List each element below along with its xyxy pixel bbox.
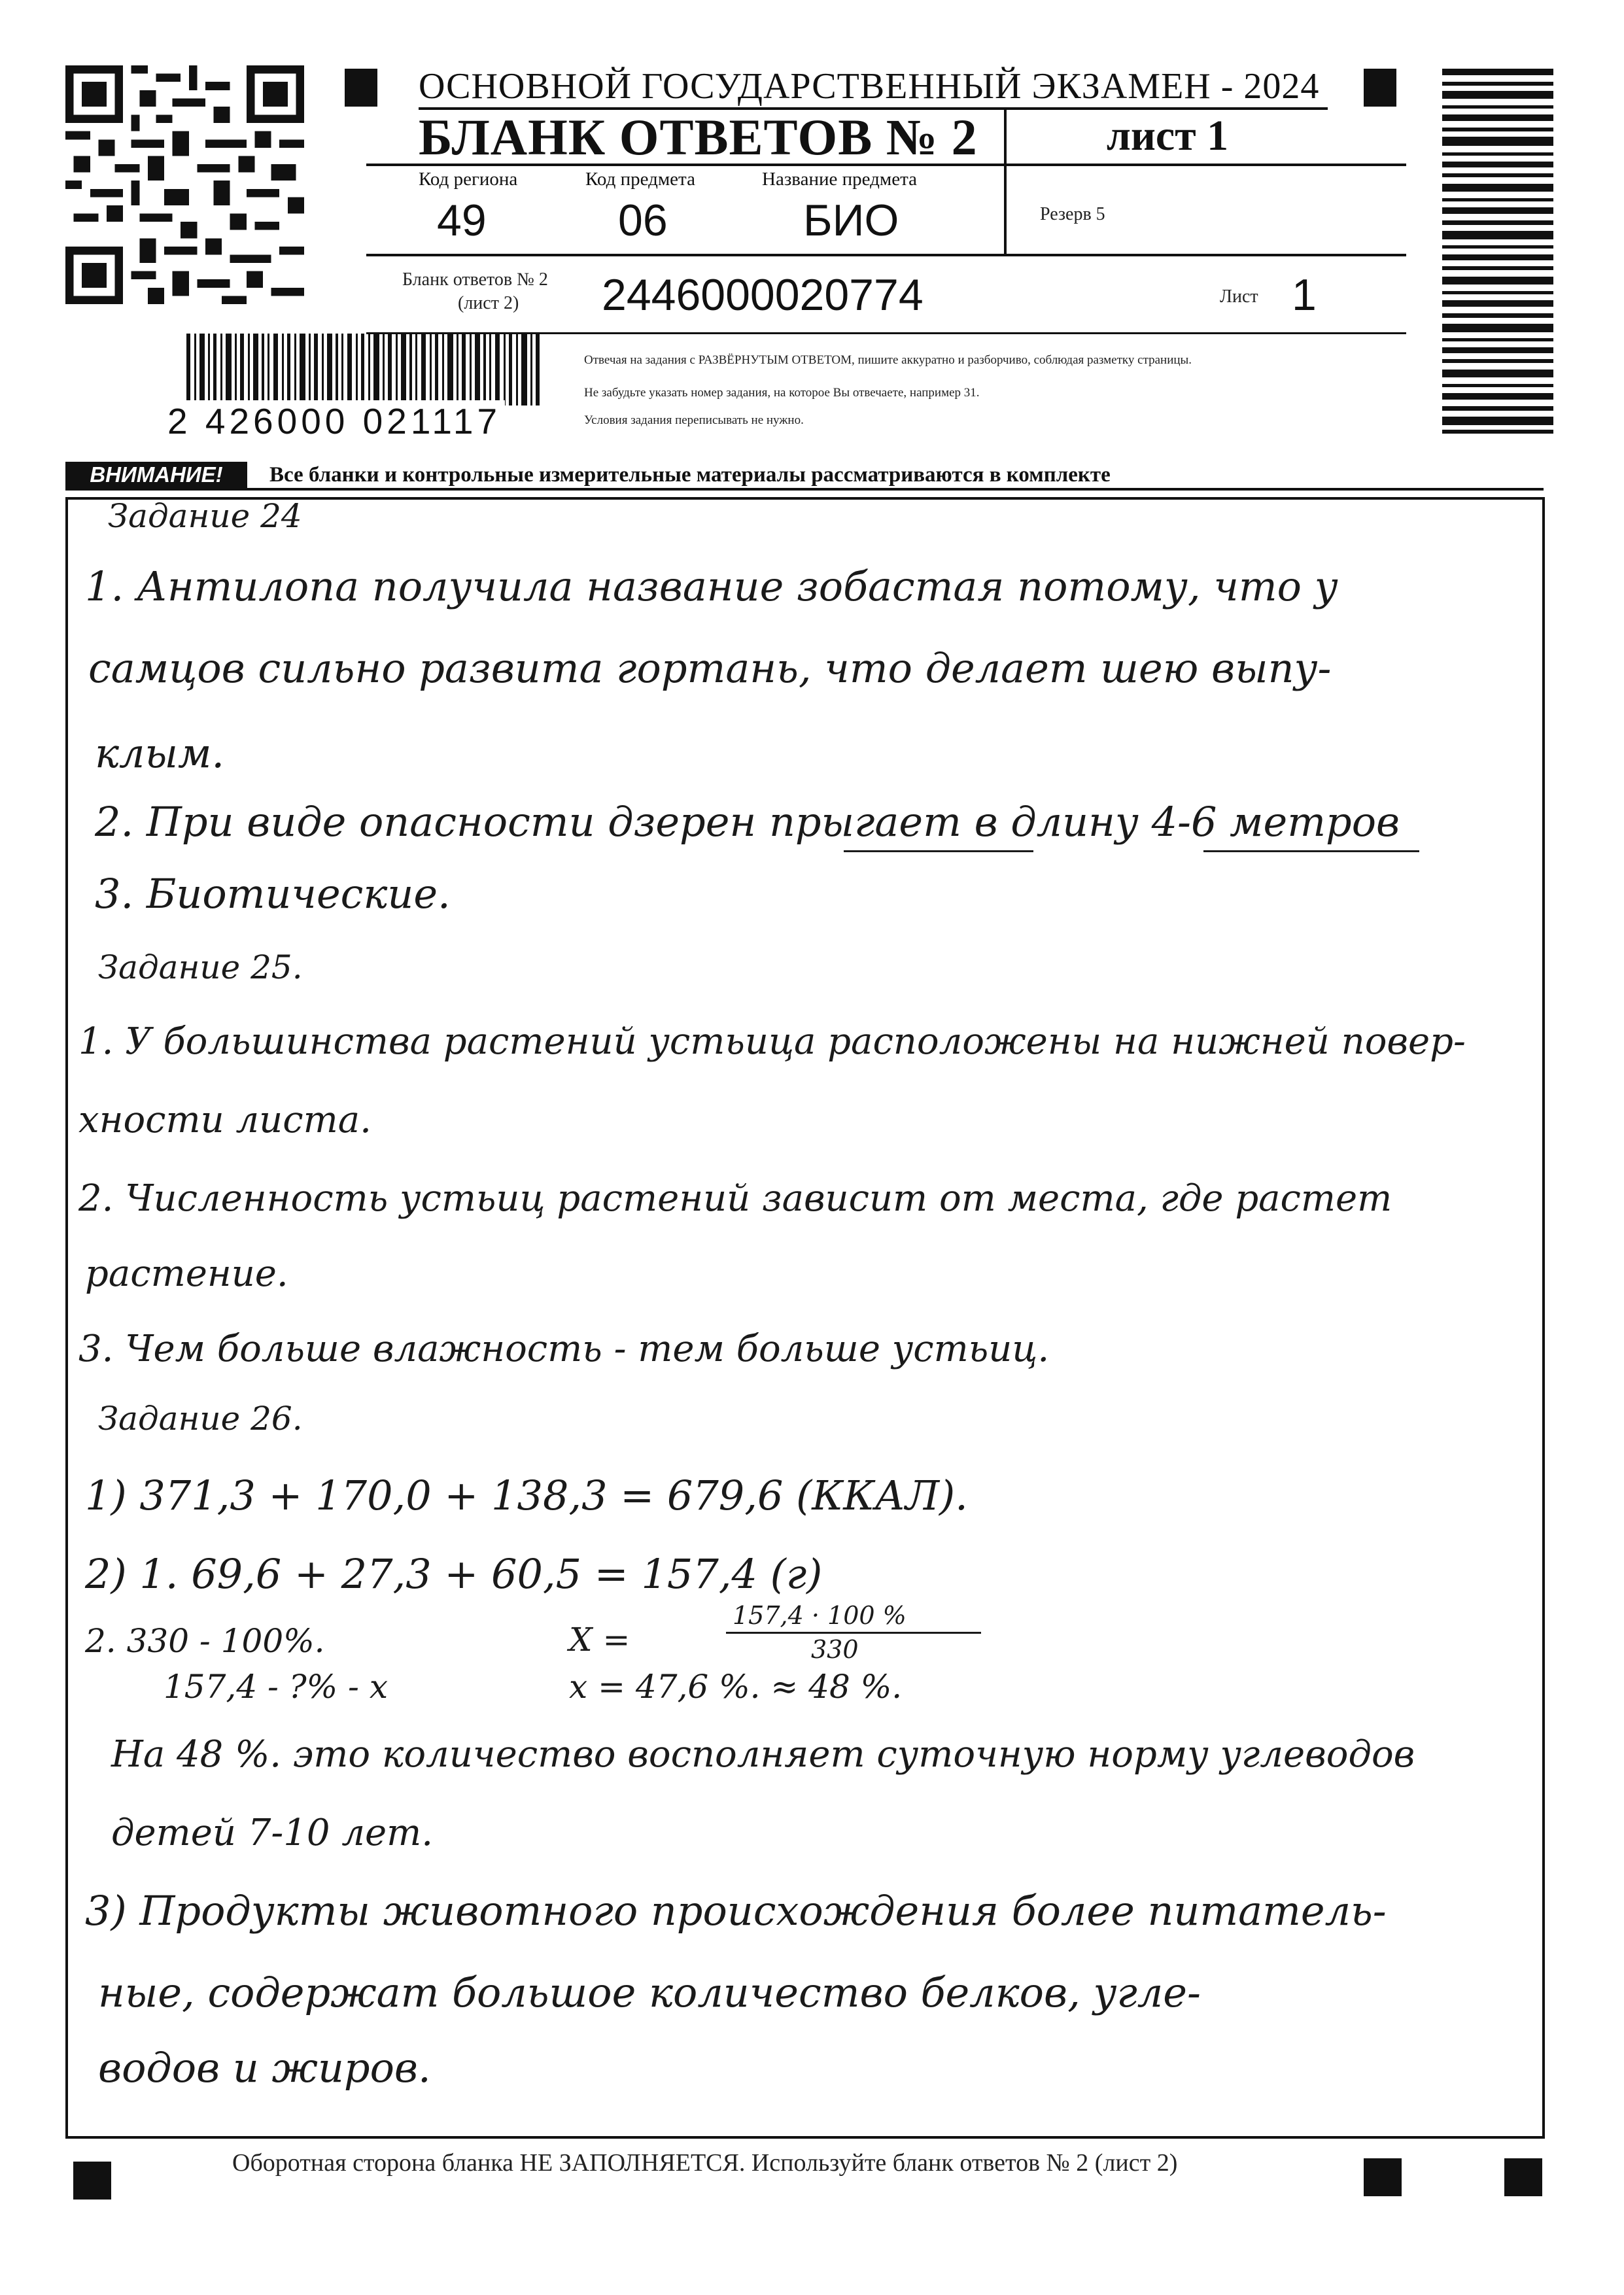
subject-code-caption: Код предмета bbox=[585, 169, 695, 190]
form-ref-line2: (лист 2) bbox=[458, 293, 519, 313]
answer-line: 3. Биотические. bbox=[95, 870, 451, 918]
answer-line: 2) 1. 69,6 + 27,3 + 60,5 = 157,4 (г) bbox=[85, 1550, 823, 1598]
answer-line: самцов сильно развита гортань, что делает шею выпу- bbox=[88, 644, 1332, 692]
answer-line: 1. Антилопа получила название зобастая потому, что у bbox=[85, 562, 1338, 610]
answer-line: ные, содержат большое количество белков, угле- bbox=[98, 1969, 1201, 2016]
fraction-numerator: 157,4 · 100 % bbox=[733, 1601, 907, 1630]
subject-name-caption: Название предмета bbox=[762, 169, 917, 190]
registration-mark bbox=[1364, 69, 1396, 107]
answer-line: На 48 %. это количество восполняет суточную норму углеводов bbox=[111, 1733, 1415, 1776]
equation-line: x = 47,6 %. ≈ 48 %. bbox=[569, 1668, 903, 1706]
answer-line: 1) 371,3 + 170,0 + 138,3 = 679,6 (ККАЛ). bbox=[85, 1472, 968, 1519]
task-26-heading: Задание 26. bbox=[98, 1400, 303, 1438]
subject-code-value: 06 bbox=[618, 196, 668, 245]
equation-line: X = bbox=[569, 1621, 631, 1659]
answer-line: растение. bbox=[85, 1252, 288, 1295]
footer-note: Оборотная сторона бланка НЕ ЗАПОЛНЯЕТСЯ. Используйте бланк ответов № 2 (лист 2) bbox=[232, 2149, 1178, 2177]
task-24-heading: Задание 24 bbox=[108, 497, 302, 535]
fraction-bar bbox=[726, 1632, 981, 1634]
fraction-denominator: 330 bbox=[811, 1635, 859, 1664]
answer-line: 3. Чем больше влажность - тем больше устьиц. bbox=[78, 1328, 1050, 1370]
registration-mark bbox=[1504, 2158, 1542, 2196]
sheet-title: лист 1 bbox=[1106, 112, 1229, 160]
proportion-line: 157,4 - ?% - x bbox=[164, 1668, 389, 1706]
answer-line: 2. Численность устьиц растений зависит от места, где растет bbox=[78, 1177, 1392, 1220]
registration-mark bbox=[345, 69, 377, 107]
header-rule bbox=[366, 254, 1406, 256]
answer-line: 1. У большинства растений устьица расположены на нижней повер- bbox=[78, 1020, 1466, 1063]
answer-line: водов и жиров. bbox=[98, 2044, 431, 2092]
reserve-caption: Резерв 5 bbox=[1040, 204, 1105, 224]
task-25-heading: Задание 25. bbox=[98, 948, 303, 986]
qr-code bbox=[65, 65, 304, 304]
answer-line: детей 7-10 лет. bbox=[111, 1812, 434, 1854]
form-title: БЛАНК ОТВЕТОВ № 2 bbox=[419, 109, 978, 165]
registration-mark bbox=[1364, 2158, 1402, 2196]
handwritten-underline bbox=[844, 850, 1033, 852]
exam-title: ОСНОВНОЙ ГОСУДАРСТВЕННЫЙ ЭКЗАМЕН - 2024 bbox=[419, 66, 1320, 107]
warning-text: Все бланки и контрольные измерительные материалы рассматриваются в комплекте bbox=[269, 463, 1111, 487]
subject-name-value: БИО bbox=[803, 196, 899, 245]
proportion-line: 2. 330 - 100%. bbox=[85, 1622, 325, 1660]
barcode-digits: 2 426000 021117 bbox=[164, 400, 505, 442]
form-barcode bbox=[186, 334, 540, 406]
handwritten-underline bbox=[1203, 850, 1419, 852]
form-number: 2446000020774 bbox=[602, 270, 924, 320]
region-value: 49 bbox=[437, 196, 487, 245]
sheet-caption: Лист bbox=[1220, 286, 1258, 307]
warning-badge: ВНИМАНИЕ! bbox=[65, 462, 247, 488]
answer-line: 2. При виде опасности дзерен прыгает в длину 4-6 метров bbox=[95, 798, 1400, 846]
instruction-line-2: Не забудьте указать номер задания, на которое Вы отвечаете, например 31. bbox=[584, 386, 980, 400]
side-barcode bbox=[1442, 69, 1553, 435]
answer-line: клым. bbox=[95, 729, 225, 777]
sheet-number: 1 bbox=[1292, 270, 1317, 320]
answer-line: 3) Продукты животного происхождения более питатель- bbox=[85, 1887, 1387, 1935]
registration-mark bbox=[73, 2162, 111, 2200]
instruction-line-1: Отвечая на задания с РАЗВЁРНУТЫМ ОТВЕТОМ, пишите аккуратно и разборчиво, соблюдая разметку страницы. bbox=[584, 353, 1192, 367]
form-ref-line1: Бланк ответов № 2 bbox=[402, 269, 548, 290]
region-caption: Код региона bbox=[419, 169, 518, 190]
answer-line: хности листа. bbox=[78, 1099, 371, 1141]
instruction-line-3: Условия задания переписывать не нужно. bbox=[584, 413, 804, 427]
warning-rule bbox=[65, 488, 1544, 491]
